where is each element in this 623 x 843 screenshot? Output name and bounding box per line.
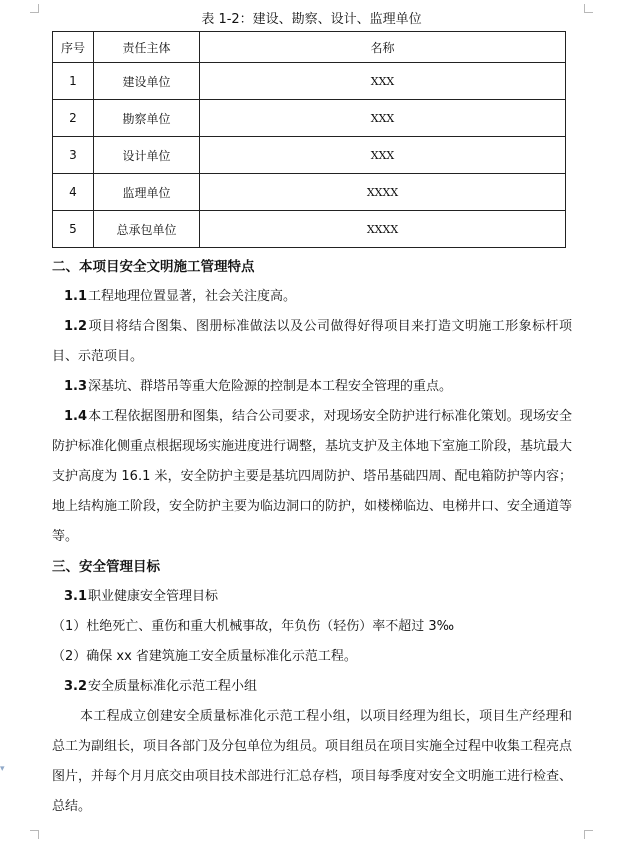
page-corner-mark: [584, 830, 593, 839]
cell-name: XXX: [200, 63, 566, 100]
cell-name: XXX: [200, 137, 566, 174]
subsection-heading: [52, 672, 572, 702]
cell-name: XXX: [200, 100, 566, 137]
table-header-row: [53, 32, 566, 63]
item-text: 安全质量标准化示范工程小组: [88, 679, 258, 694]
header-name: 名称: [200, 32, 566, 63]
section-heading: 三、安全管理目标: [52, 559, 160, 575]
subsection-heading: [52, 582, 572, 612]
item-number: 1.2: [64, 319, 88, 334]
header-no: 序号: [53, 32, 94, 63]
section-heading: 二、本项目安全文明施工管理特点: [52, 259, 255, 275]
item-number: 1.4: [64, 409, 88, 424]
cell-no: 5: [53, 211, 94, 248]
goal-item: （2）确保 xx 省建筑施工安全质量标准化示范工程。: [52, 649, 357, 664]
list-item: [52, 402, 572, 552]
cell-role: 建设单位: [94, 63, 200, 100]
responsibility-table: [52, 31, 566, 248]
item-text: 工程地理位置显著，社会关注度高。: [88, 289, 297, 304]
header-role: 责任主体: [94, 32, 200, 63]
table-caption: 表 1-2：建设、勘察、设计、监理单位: [201, 12, 422, 27]
list-item: [52, 312, 572, 372]
goal-item: （1）杜绝死亡、重伤和重大机械事故，年负伤（轻伤）率不超过 3‰: [52, 619, 455, 634]
table-row: [53, 63, 566, 100]
item-text: 项目将结合图集、图册标准做法以及公司做得好得项目来打造文明施工形象标杆项目、示范项目。: [52, 319, 572, 364]
item-number: 3.1: [64, 589, 88, 604]
cell-name: XXXX: [200, 211, 566, 248]
cell-no: 4: [53, 174, 94, 211]
list-item: [52, 372, 572, 402]
cell-role: 监理单位: [94, 174, 200, 211]
cell-role: 总承包单位: [94, 211, 200, 248]
table-row: [53, 211, 566, 248]
cell-role: 勘察单位: [94, 100, 200, 137]
body-paragraph: 本工程成立创建安全质量标准化示范工程小组，以项目经理为组长，项目生产经理和总工为副组长，项目各部门及分包单位为组员。项目组员在项目实施全过程中收集工程亮点图片，并每个月月底交由项目技术部进行汇总存档，项目每季度对安全文明施工进行检查、总结。: [52, 709, 573, 814]
table-row: [53, 174, 566, 211]
cell-no: 1: [53, 63, 94, 100]
paragraph-marker-icon: ▾: [0, 764, 5, 774]
item-number: 1.3: [64, 379, 88, 394]
cell-role: 设计单位: [94, 137, 200, 174]
table-row: [53, 137, 566, 174]
item-text: 深基坑、群塔吊等重大危险源的控制是本工程安全管理的重点。: [88, 379, 453, 394]
item-number: 1.1: [64, 289, 88, 304]
item-text: 职业健康安全管理目标: [88, 589, 219, 604]
page-corner-mark: [30, 830, 39, 839]
item-text: 本工程依据图册和图集，结合公司要求，对现场安全防护进行标准化策划。现场安全防护标准化侧重点根据现场实施进度进行调整，基坑支护及主体地下室施工阶段，基坑最大支护高度为 16.1 米，安全防护主要是基坑四周防护、塔吊基础四周、配电箱防护等内容；地上结构施工阶段，安全防护主要为临边洞口的防护，如楼梯临边、电梯井口、安全通道等等。: [52, 409, 573, 544]
table-row: [53, 100, 566, 137]
cell-name: XXXX: [200, 174, 566, 211]
cell-no: 2: [53, 100, 94, 137]
document-body: [52, 252, 572, 822]
cell-no: 3: [53, 137, 94, 174]
item-number: 3.2: [64, 679, 88, 694]
list-item: [52, 282, 572, 312]
